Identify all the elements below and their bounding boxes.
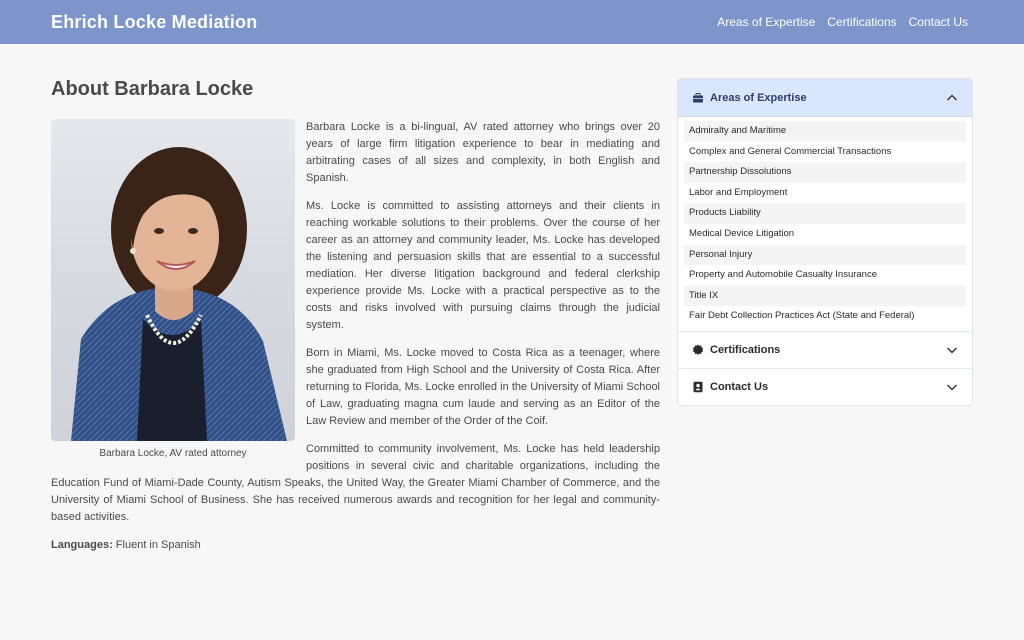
chevron-down-icon[interactable] — [946, 381, 958, 393]
accordion-title-contact-us: Contact Us — [710, 380, 769, 393]
nav-link-contact-us[interactable]: Contact Us — [908, 15, 968, 29]
sidebar-accordion — [677, 78, 973, 406]
accordion-title-wrap — [692, 381, 768, 393]
brand-title[interactable]: Ehrich Locke Mediation — [51, 11, 258, 32]
expertise-item: Medical Device Litigation — [689, 227, 795, 239]
accordion-body-areas-of-expertise — [678, 117, 972, 331]
chevron-down-icon[interactable] — [946, 344, 958, 356]
expertise-item: Fair Debt Collection Practices Act (State and Federal) — [689, 310, 915, 322]
expertise-item: Admiralty and Maritime — [684, 121, 966, 142]
accordion-title-wrap — [692, 344, 780, 356]
bio-section — [51, 119, 660, 554]
badge-icon — [692, 344, 704, 356]
accordion-header-contact-us[interactable] — [678, 368, 972, 405]
languages-label: Languages: — [51, 539, 113, 551]
expertise-item: Products Liability — [684, 203, 966, 224]
expertise-item: Property and Automobile Casualty Insurance — [689, 269, 877, 281]
portrait-photo — [51, 119, 295, 441]
portrait-illustration — [51, 119, 295, 441]
portrait-figure — [51, 119, 295, 459]
languages-line — [51, 537, 660, 554]
bio-paragraph-3: Born in Miami, Ms. Locke moved to Costa Rica as a teenager, where she graduated from High School and the University of Costa Rica. After returning to Florida, Ms. Locke enrolled in the University of Miami School of Law, graduating magna cum laude and serving as an Editor of the Law Review and member of the Order of the Coif. — [306, 347, 660, 427]
contact-card-icon — [692, 381, 704, 393]
nav-link-areas-of-expertise[interactable]: Areas of Expertise — [717, 15, 816, 29]
languages-value: Fluent in Spanish — [115, 539, 201, 551]
accordion-title-areas-of-expertise: Areas of Expertise — [710, 91, 807, 104]
chevron-up-icon[interactable] — [946, 92, 958, 104]
accordion-header-areas-of-expertise[interactable] — [678, 79, 972, 117]
accordion-title-wrap — [692, 92, 807, 104]
bio-paragraph-2: Ms. Locke is committed to assisting attorneys and their clients in reaching workable solutions to their problems. Over the course of her career as an attorney and community leader, Ms. Locke has developed the listening and persuasion skills that are essential to a successful mediation. Her diverse litigation background and federal clerkship experience provide Ms. Locke with a practical perspective as to the costs and risks involved with pursuing claims through the judicial system. — [306, 200, 660, 331]
nav-links — [717, 15, 968, 29]
briefcase-icon — [692, 92, 704, 104]
top-navbar — [0, 0, 1024, 44]
page-title: About Barbara Locke — [51, 78, 254, 100]
accordion-header-certifications[interactable] — [678, 331, 972, 368]
expertise-item: Title IX — [684, 286, 966, 307]
expertise-item: Labor and Employment — [689, 186, 788, 198]
bio-paragraph-4: Committed to community involvement, Ms. Locke has held leadership positions in several civic and charitable organizations, including the Education Fund of Miami-Dade County, Autism Speaks, the United Way, the Greater Miami Chamber of Commerce, and the University of Miami School of Business. She has received numerous awards and recognition for her legal and community-based activities. — [51, 443, 660, 523]
portrait-caption: Barbara Locke, AV rated attorney — [99, 448, 247, 459]
accordion-title-certifications: Certifications — [710, 343, 781, 356]
expertise-item: Personal Injury — [684, 245, 966, 266]
expertise-item: Partnership Dissolutions — [684, 162, 966, 183]
expertise-item: Complex and General Commercial Transactions — [689, 145, 892, 157]
main-content — [51, 78, 660, 554]
nav-link-certifications[interactable]: Certifications — [827, 15, 897, 29]
bio-paragraph-1: Barbara Locke is a bi-lingual, AV rated attorney who brings over 20 years of large firm litigation experience to bear in mediating and arbitrating cases of all sizes and complexity, in both English and Spanish. — [306, 121, 660, 184]
